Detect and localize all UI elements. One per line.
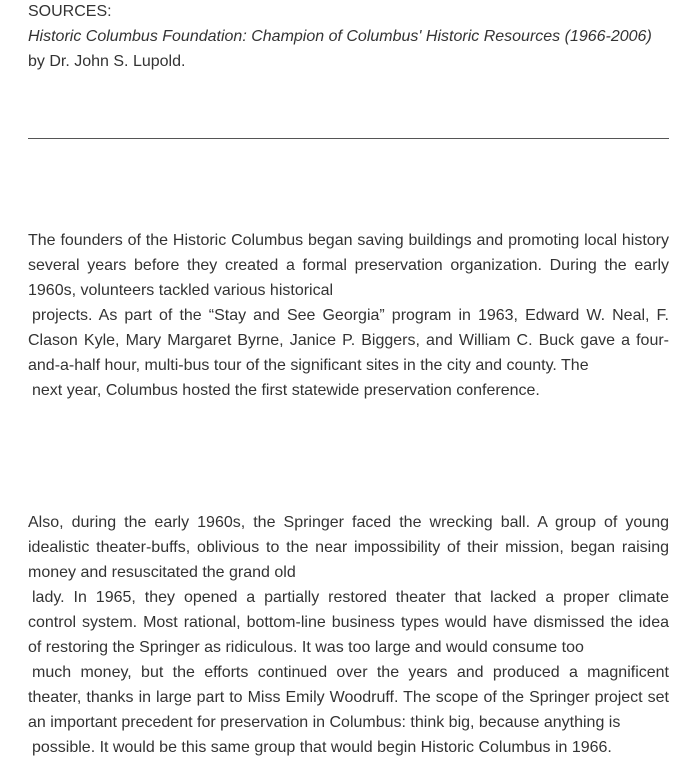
paragraph-line: money and resuscitated the grand old [28, 564, 296, 581]
paragraph-line: 1960s, volunteers tackled various historical [28, 282, 334, 299]
sources-block [28, 0, 669, 74]
paragraph-springer [28, 510, 669, 760]
paragraph-line: lady. In 1965, they opened a partially restored theater that lacked a proper climate [32, 589, 669, 606]
paragraph-line: Clason Kyle, Mary Margaret Byrne, Janice P. Biggers, and William C. Buck gave a four- [28, 332, 669, 349]
source-title: Historic Columbus Foundation: Champion of Columbus' Historic Resources (1966-2006) [28, 28, 652, 45]
paragraph-line: idealistic theater-buffs, oblivious to the near impossibility of their mission, began raising [28, 539, 669, 556]
paragraph-line: next year, Columbus hosted the first statewide preservation conference. [32, 382, 540, 399]
horizontal-divider [28, 138, 669, 139]
paragraph-founders [28, 228, 669, 403]
sources-heading: SOURCES: [28, 3, 112, 20]
paragraph-line: much money, but the efforts continued over the years and produced a magnificent [32, 664, 669, 681]
paragraph-line: Also, during the early 1960s, the Springer faced the wrecking ball. A group of young [28, 514, 669, 531]
paragraph-line: possible. It would be this same group that would begin Historic Columbus in 1966. [32, 739, 612, 756]
paragraph-line: control system. Most rational, bottom-line business types would have dismissed the idea [28, 614, 669, 631]
source-author: by Dr. John S. Lupold. [28, 53, 186, 70]
paragraph-line: theater, thanks in large part to Miss Emily Woodruff. The scope of the Springer project set [28, 689, 669, 706]
paragraph-line: and-a-half hour, multi-bus tour of the significant sites in the city and county. The [28, 357, 589, 374]
paragraph-line: The founders of the Historic Columbus began saving buildings and promoting local history [28, 232, 669, 249]
paragraph-line: of restoring the Springer as ridiculous. It was too large and would consume too [28, 639, 584, 656]
paragraph-line: an important precedent for preservation in Columbus: think big, because anything is [28, 714, 621, 731]
paragraph-line: several years before they created a formal preservation organization. During the early [28, 257, 669, 274]
paragraph-line: projects. As part of the “Stay and See Georgia” program in 1963, Edward W. Neal, F. [32, 307, 669, 324]
